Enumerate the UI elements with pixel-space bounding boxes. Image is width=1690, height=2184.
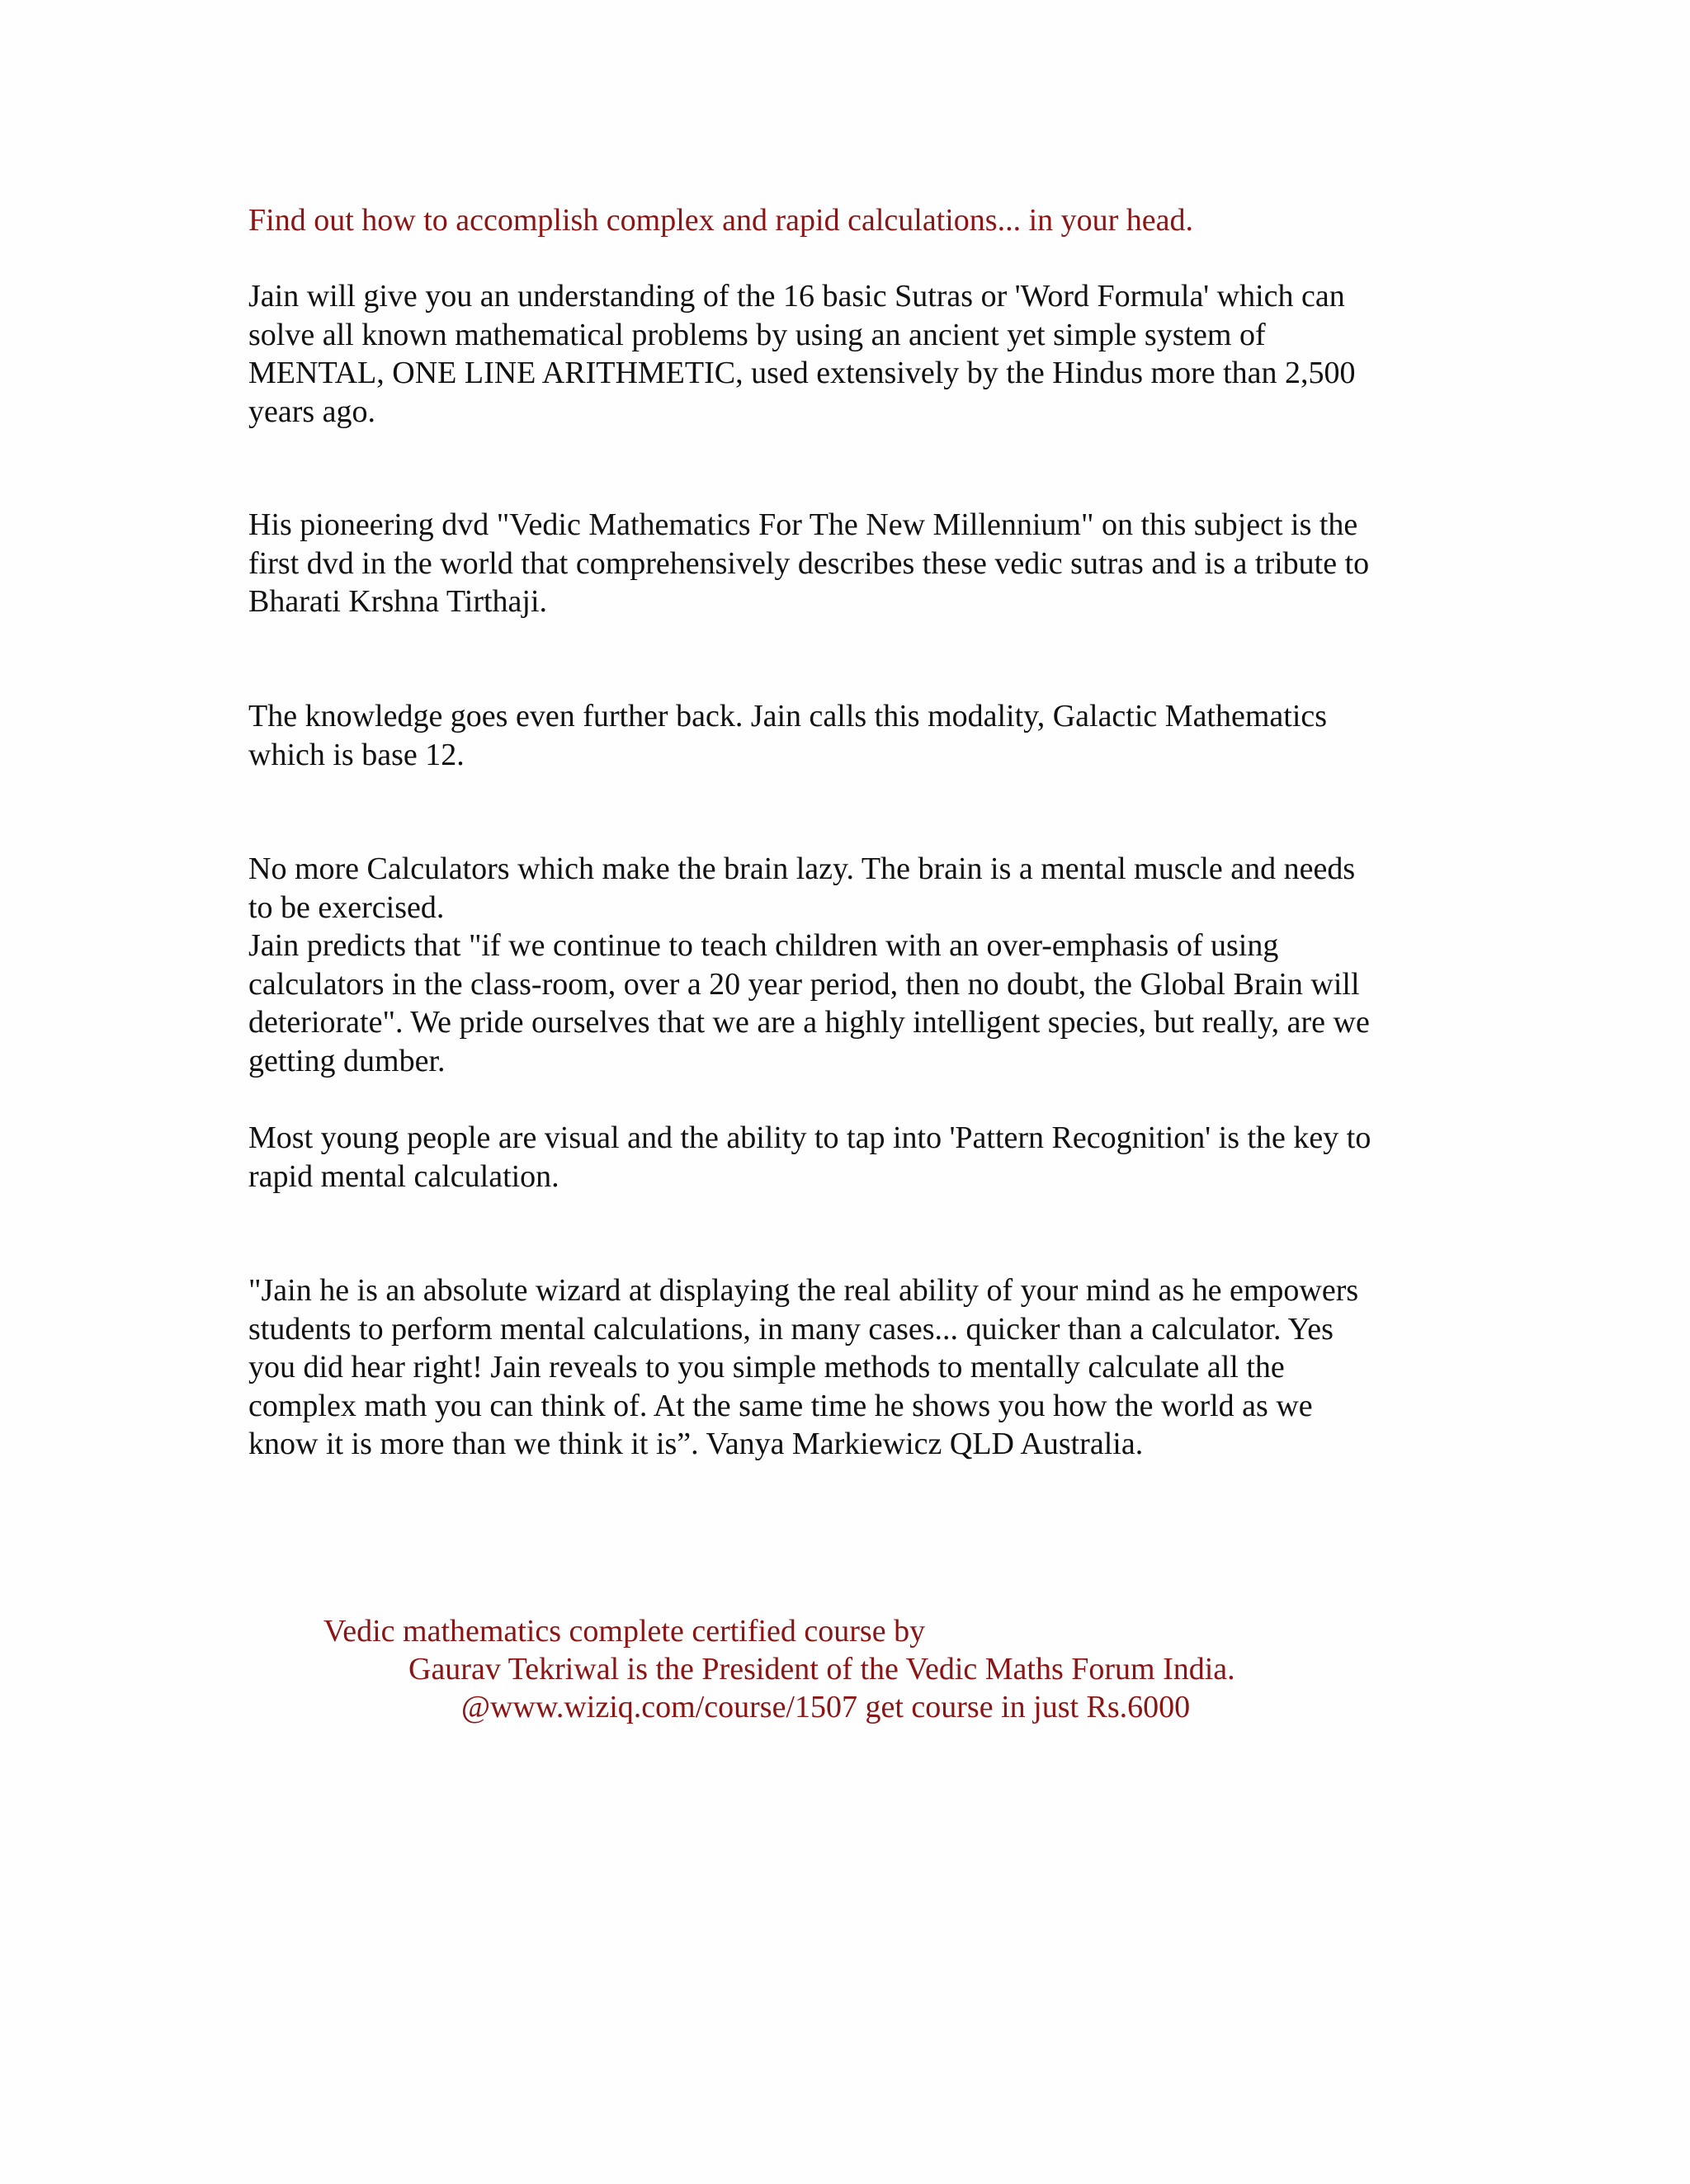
text-line: students to perform mental calculations, in many cases... quicker than a calculator. Yes [248, 1311, 1334, 1347]
text-line: His pioneering dvd "Vedic Mathematics For The New Millennium" on this subject is the [248, 507, 1358, 542]
text-line: first dvd in the world that comprehensively describes these vedic sutras and is a tribute to [248, 545, 1370, 581]
paragraph-galactic [248, 697, 1461, 774]
text-line: The knowledge goes even further back. Jain calls this modality, Galactic Mathematics [248, 699, 1328, 734]
paragraph-sutras [248, 277, 1461, 431]
text-line: "Jain he is an absolute wizard at displaying the real ability of your mind as he empowers [248, 1273, 1359, 1308]
text-line: No more Calculators which make the brain lazy. The brain is a mental muscle and needs [248, 851, 1356, 886]
text-line: which is base 12. [248, 737, 465, 772]
text-line: years ago. [248, 394, 376, 429]
text-line: Most young people are visual and the ability to tap into 'Pattern Recognition' is the key to [248, 1120, 1371, 1155]
promo-line-url: @www.wiziq.com/course/1507 get course in just Rs.6000 [461, 1690, 1191, 1724]
paragraph-calculators [248, 850, 1461, 1080]
text-line: you did hear right! Jain reveals to you simple methods to mentally calculate all the [248, 1350, 1285, 1384]
text-line: complex math you can think of. At the same time he shows you how the world as we [248, 1388, 1313, 1423]
text-line: Jain predicts that "if we continue to teach children with an over-emphasis of using [248, 928, 1279, 963]
text-line: Jain will give you an understanding of the 16 basic Sutras or 'Word Formula' which can [248, 279, 1345, 314]
text-line: know it is more than we think it is”. Vanya Markiewicz QLD Australia. [248, 1427, 1144, 1461]
headline-text: Find out how to accomplish complex and rapid calculations... in your head. [248, 203, 1194, 238]
text-line: Bharati Krshna Tirthaji. [248, 584, 548, 619]
paragraph-testimonial [248, 1271, 1461, 1464]
headline [248, 201, 1461, 240]
text-line: getting dumber. [248, 1043, 446, 1078]
promo-line-course: Vedic mathematics complete certified course by [323, 1614, 926, 1649]
text-line: MENTAL, ONE LINE ARITHMETIC, used extensively by the Hindus more than 2,500 [248, 356, 1356, 390]
text-line: calculators in the class-room, over a 20 year period, then no doubt, the Global Brain will [248, 966, 1360, 1002]
paragraph-dvd [248, 506, 1461, 621]
text-line: rapid mental calculation. [248, 1158, 559, 1194]
text-line: to be exercised. [248, 889, 445, 925]
promo-line-president: Gaurav Tekriwal is the President of the Vedic Maths Forum India. [408, 1652, 1235, 1686]
text-line: deteriorate". We pride ourselves that we are a highly intelligent species, but really, are we [248, 1005, 1370, 1040]
paragraph-pattern-recognition [248, 1119, 1461, 1196]
text-line: solve all known mathematical problems by using an ancient yet simple system of [248, 317, 1266, 352]
